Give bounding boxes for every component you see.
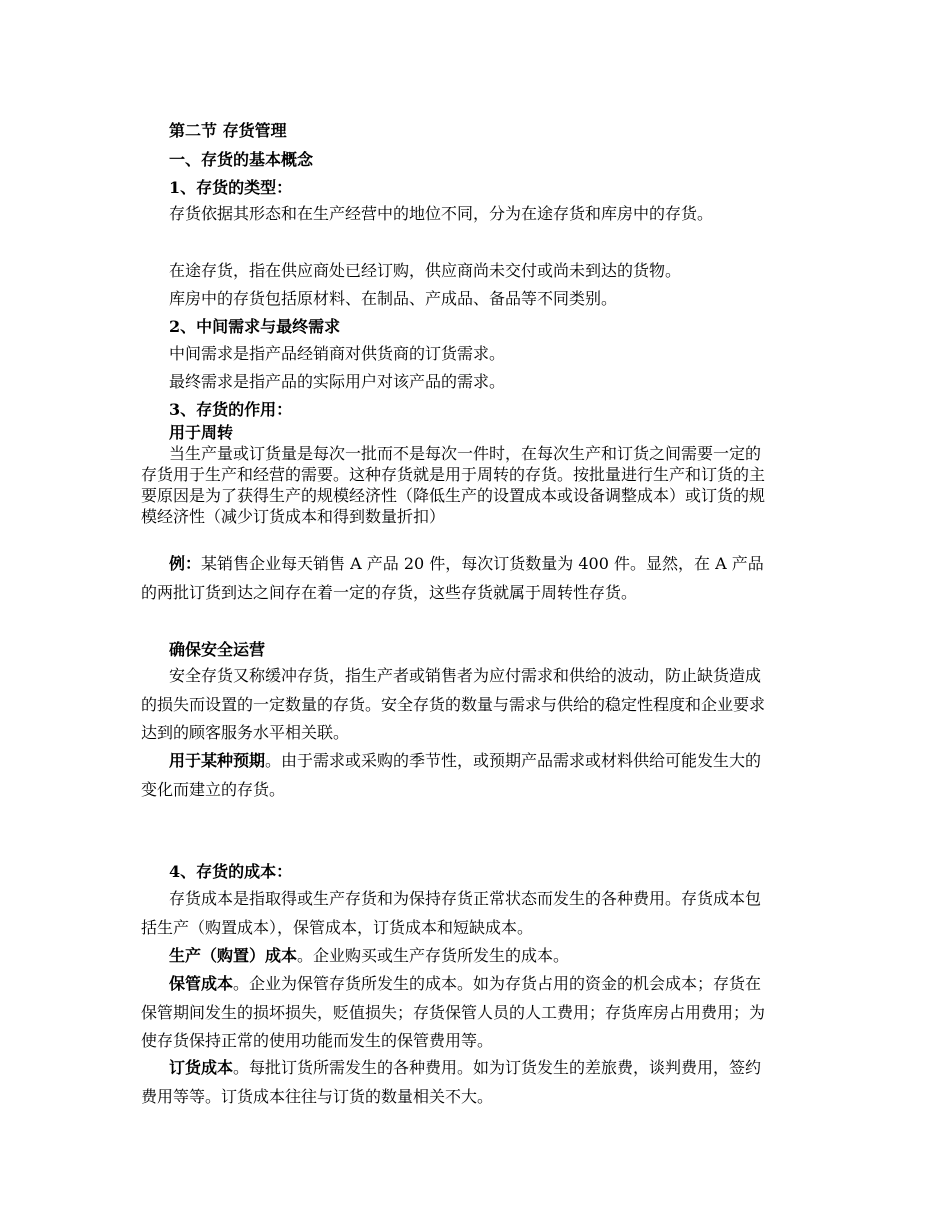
role-turnover-title: 用于周转 <box>169 423 234 442</box>
paragraph-order-cost <box>141 1054 765 1111</box>
paragraph-final-demand: 最终需求是指产品的实际用户对该产品的需求。 <box>169 372 506 391</box>
subheading-inventory-roles: 3、存货的作用： <box>169 400 293 419</box>
paragraph-warehouse-inventory: 库房中的存货包括原材料、在制品、产成品、备品等不同类别。 <box>169 289 618 308</box>
paragraph-production-cost <box>141 942 765 971</box>
example-label: 例： <box>169 554 202 573</box>
example-text: 某销售企业每天销售 A 产品 20 件，每次订货数量为 400 件。显然，在 A 产品的两批订货到达之间存在着一定的存货，这些存货就属于周转性存货。 <box>141 554 764 602</box>
paragraph-turnover: 当生产量或订货量是每次一批而不是每次一件时，在每次生产和订货之间需要一定的存货用于生产和经营的需要。这种存货就是用于周转的存货。按批量进行生产和订货的主要原因是为了获得生产的规模经济性（降低生产的设置成本或设备调整成本）或订货的规模经济性（减少订货成本和得到数量折扣） <box>141 444 766 526</box>
paragraph-inventory-types: 存货依据其形态和在生产经营中的地位不同，分为在途存货和库房中的存货。 <box>169 204 714 223</box>
holding-cost-label: 保管成本 <box>169 974 234 993</box>
subheading-demand: 2、中间需求与最终需求 <box>169 317 341 336</box>
order-cost-label: 订货成本 <box>169 1058 234 1077</box>
paragraph-anticipation <box>141 747 765 804</box>
subheading-inventory-types: 1、存货的类型： <box>169 178 293 197</box>
paragraph-intermediate-demand: 中间需求是指产品经销商对供货商的订货需求。 <box>169 344 506 363</box>
paragraph-holding-cost <box>141 970 765 1056</box>
heading-basic-concepts: 一、存货的基本概念 <box>169 150 314 169</box>
holding-cost-text: 。企业为保管存货所发生的成本。如为存货占用的资金的机会成本；存货在保管期间发生的损坏损失，贬值损失；存货保管人员的人工费用；存货库房占用费用；为使存货保持正常的使用功能而发生的保管费用等。 <box>141 974 766 1050</box>
paragraph-safety-stock: 安全存货又称缓冲存货，指生产者或销售者为应付需求和供给的波动，防止缺货造成的损失而设置的一定数量的存货。安全存货的数量与需求与供给的稳定性程度和企业要求达到的顾客服务水平相关联。 <box>141 666 766 742</box>
anticipation-label: 用于某种预期 <box>169 751 266 770</box>
order-cost-text: 。每批订货所需发生的各种费用。如为订货发生的差旅费，谈判费用，签约费用等等。订货成本往往与订货的数量相关不大。 <box>141 1058 762 1106</box>
role-safety-title: 确保安全运营 <box>169 640 266 659</box>
subheading-inventory-cost: 4、存货的成本： <box>169 862 293 881</box>
paragraph-example <box>141 550 765 607</box>
anticipation-text: 。由于需求或采购的季节性，或预期产品需求或材料供给可能发生大的变化而建立的存货。 <box>141 751 762 799</box>
production-cost-label: 生产（购置）成本 <box>169 946 298 965</box>
section-title: 第二节 存货管理 <box>169 121 287 140</box>
paragraph-cost-intro: 存货成本是指取得或生产存货和为保持存货正常状态而发生的各种费用。存货成本包括生产（购置成本），保管成本，订货成本和短缺成本。 <box>141 889 762 937</box>
paragraph-in-transit-inventory: 在途存货，指在供应商处已经订购，供应商尚未交付或尚未到达的货物。 <box>169 261 682 280</box>
production-cost-text: 。企业购买或生产存货所发生的成本。 <box>297 946 570 965</box>
